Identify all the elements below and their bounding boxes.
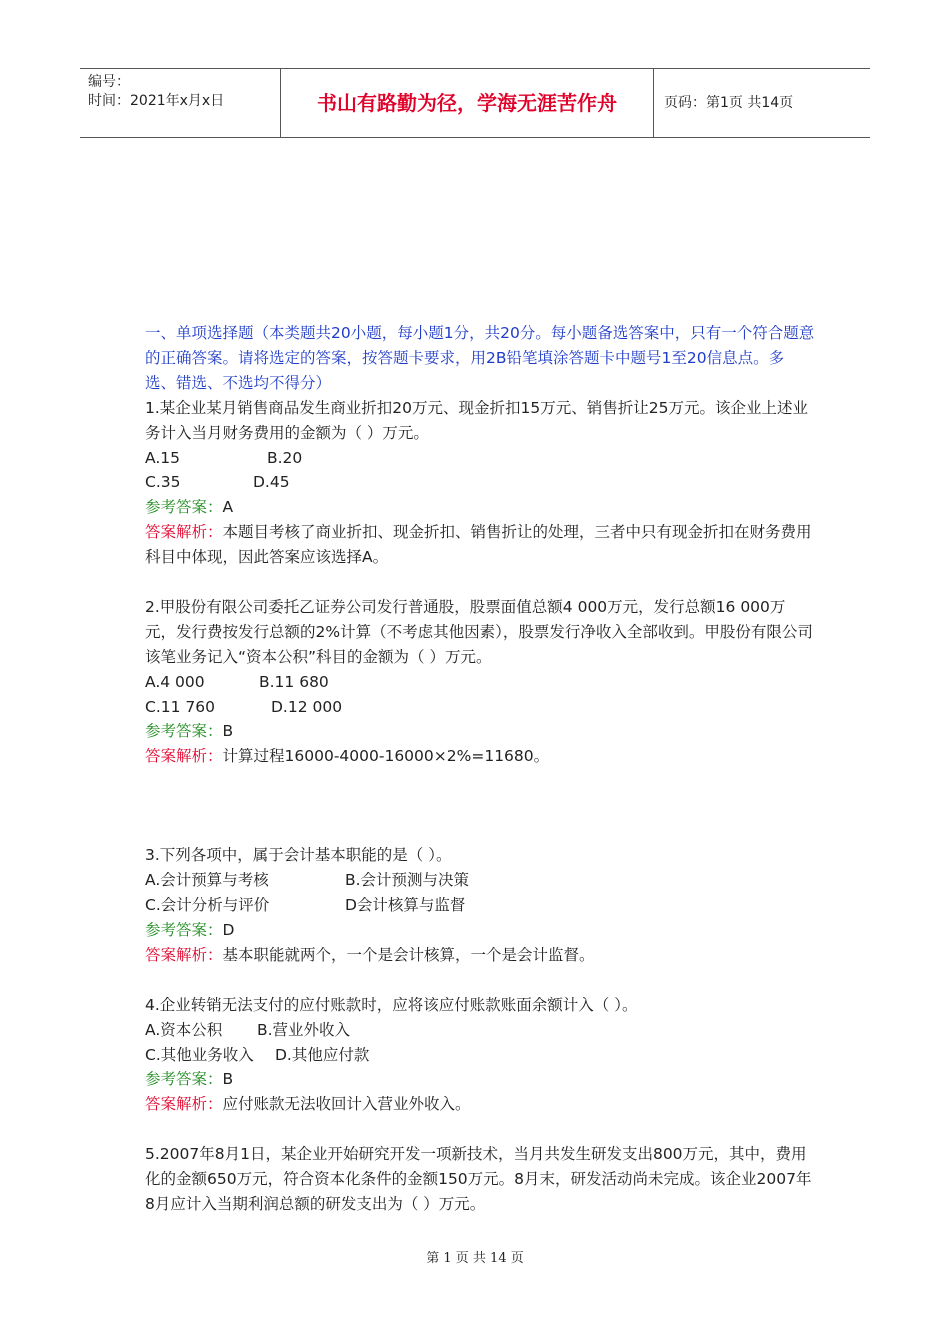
option: B.会计预测与决策 xyxy=(345,871,470,890)
answer-label: 参考答案： xyxy=(145,1070,223,1089)
document-body xyxy=(145,321,815,1217)
option: C.11 760 xyxy=(145,697,215,716)
answer-label: 参考答案： xyxy=(145,498,223,517)
spacer xyxy=(145,769,815,843)
option-row xyxy=(145,1018,815,1043)
option: B.20 xyxy=(267,448,303,467)
analysis-text: 本题目考核了商业折扣、现金折扣、销售折让的处理，三者中只有现金折扣在财务费用科目中体现，因此答案应该选择A。 xyxy=(145,523,812,567)
option: A.4 000 xyxy=(145,672,205,691)
analysis-line xyxy=(145,520,815,570)
answer-label: 参考答案： xyxy=(145,921,223,940)
option-row xyxy=(145,446,815,471)
section-title: 一、单项选择题（本类题共20小题，每小题1分，共20分。每小题备选答案中，只有一个符合题意的正确答案。请将选定的答案，按答题卡要求，用2B铅笔填涂答题卡中题号1至20信息点。多选、错选、不选均不得分） xyxy=(145,324,815,392)
spacer xyxy=(145,968,815,993)
option: D.其他应付款 xyxy=(275,1045,370,1064)
answer-line xyxy=(145,1067,815,1092)
option: C.35 xyxy=(145,473,181,492)
answer-label: 参考答案： xyxy=(145,722,223,741)
question-stem: 1.某企业某月销售商品发生商业折扣20万元、现金折扣15万元、销售折让25万元。该企业上述业务计入当月财务费用的金额为（ ）万元。 xyxy=(145,398,808,442)
analysis-label: 答案解析： xyxy=(145,945,223,964)
option: A.资本公积 xyxy=(145,1020,223,1039)
analysis-line xyxy=(145,744,815,769)
question-stem: 2.甲股份有限公司委托乙证券公司发行普通股，股票面值总额4 000万元，发行总额16 000万元，发行费按发行总额的2%计算（不考虑其他因素），股票发行净收入全部收到。甲股份有限公司该笔业务记入“资本公积”科目的金额为（ ）万元。 xyxy=(145,597,813,666)
option: A.15 xyxy=(145,448,180,467)
answer-value: A xyxy=(222,498,234,517)
option-row xyxy=(145,868,815,893)
answer-line xyxy=(145,495,815,520)
header-motto: 书山有路勤为径，学海无涯苦作舟 xyxy=(317,91,617,115)
analysis-label: 答案解析： xyxy=(145,1095,223,1114)
question-stem: 4.企业转销无法支付的应付账款时，应将该应付账款账面余额计入（ ）。 xyxy=(145,995,638,1014)
header-divider xyxy=(653,69,654,137)
analysis-line xyxy=(145,1092,815,1117)
analysis-text: 基本职能就两个，一个是会计核算，一个是会计监督。 xyxy=(222,945,595,964)
option: A.会计预算与考核 xyxy=(145,871,269,890)
analysis-text: 计算过程16000-4000-16000×2%=11680。 xyxy=(222,747,550,766)
analysis-label: 答案解析： xyxy=(145,523,223,542)
code-label: 编号： xyxy=(88,74,130,90)
option-row xyxy=(145,893,815,918)
option-row xyxy=(145,470,815,495)
answer-value: B xyxy=(222,1070,234,1089)
question-stem: 5.2007年8月1日，某企业开始研究开发一项新技术，当月共发生研发支出800万元，其中，费用化的金额650万元，符合资本化条件的金额150万元。8月末，研发活动尚未完成。该企业2007年8月应计入当期利润总额的研发支出为（ ）万元。 xyxy=(145,1145,812,1213)
answer-line xyxy=(145,918,815,943)
answer-line xyxy=(145,719,815,744)
option-row xyxy=(145,670,815,695)
question-stem: 3.下列各项中，属于会计基本职能的是（ ）。 xyxy=(145,846,452,865)
option: D.45 xyxy=(253,473,290,492)
option-row xyxy=(145,1043,815,1068)
spacer xyxy=(145,1117,815,1142)
answer-value: D xyxy=(222,921,235,940)
header-page-info: 页码：第1页 共14页 xyxy=(664,95,794,111)
spacer xyxy=(145,570,815,595)
analysis-label: 答案解析： xyxy=(145,747,223,766)
header-meta xyxy=(88,73,278,111)
option: B.11 680 xyxy=(259,672,329,691)
option: D会计核算与监督 xyxy=(345,896,466,915)
time-label: 时间：2021年x月x日 xyxy=(88,93,225,109)
option: D.12 000 xyxy=(271,697,343,716)
option: B.营业外收入 xyxy=(257,1020,351,1039)
answer-value: B xyxy=(222,722,234,741)
page-header xyxy=(80,68,870,138)
page-footer: 第 1 页 共 14 页 xyxy=(426,1251,524,1266)
option: C.其他业务收入 xyxy=(145,1045,254,1064)
analysis-line xyxy=(145,943,815,968)
option-row xyxy=(145,695,815,720)
analysis-text: 应付账款无法收回计入营业外收入。 xyxy=(222,1095,471,1114)
option: C.会计分析与评价 xyxy=(145,896,270,915)
